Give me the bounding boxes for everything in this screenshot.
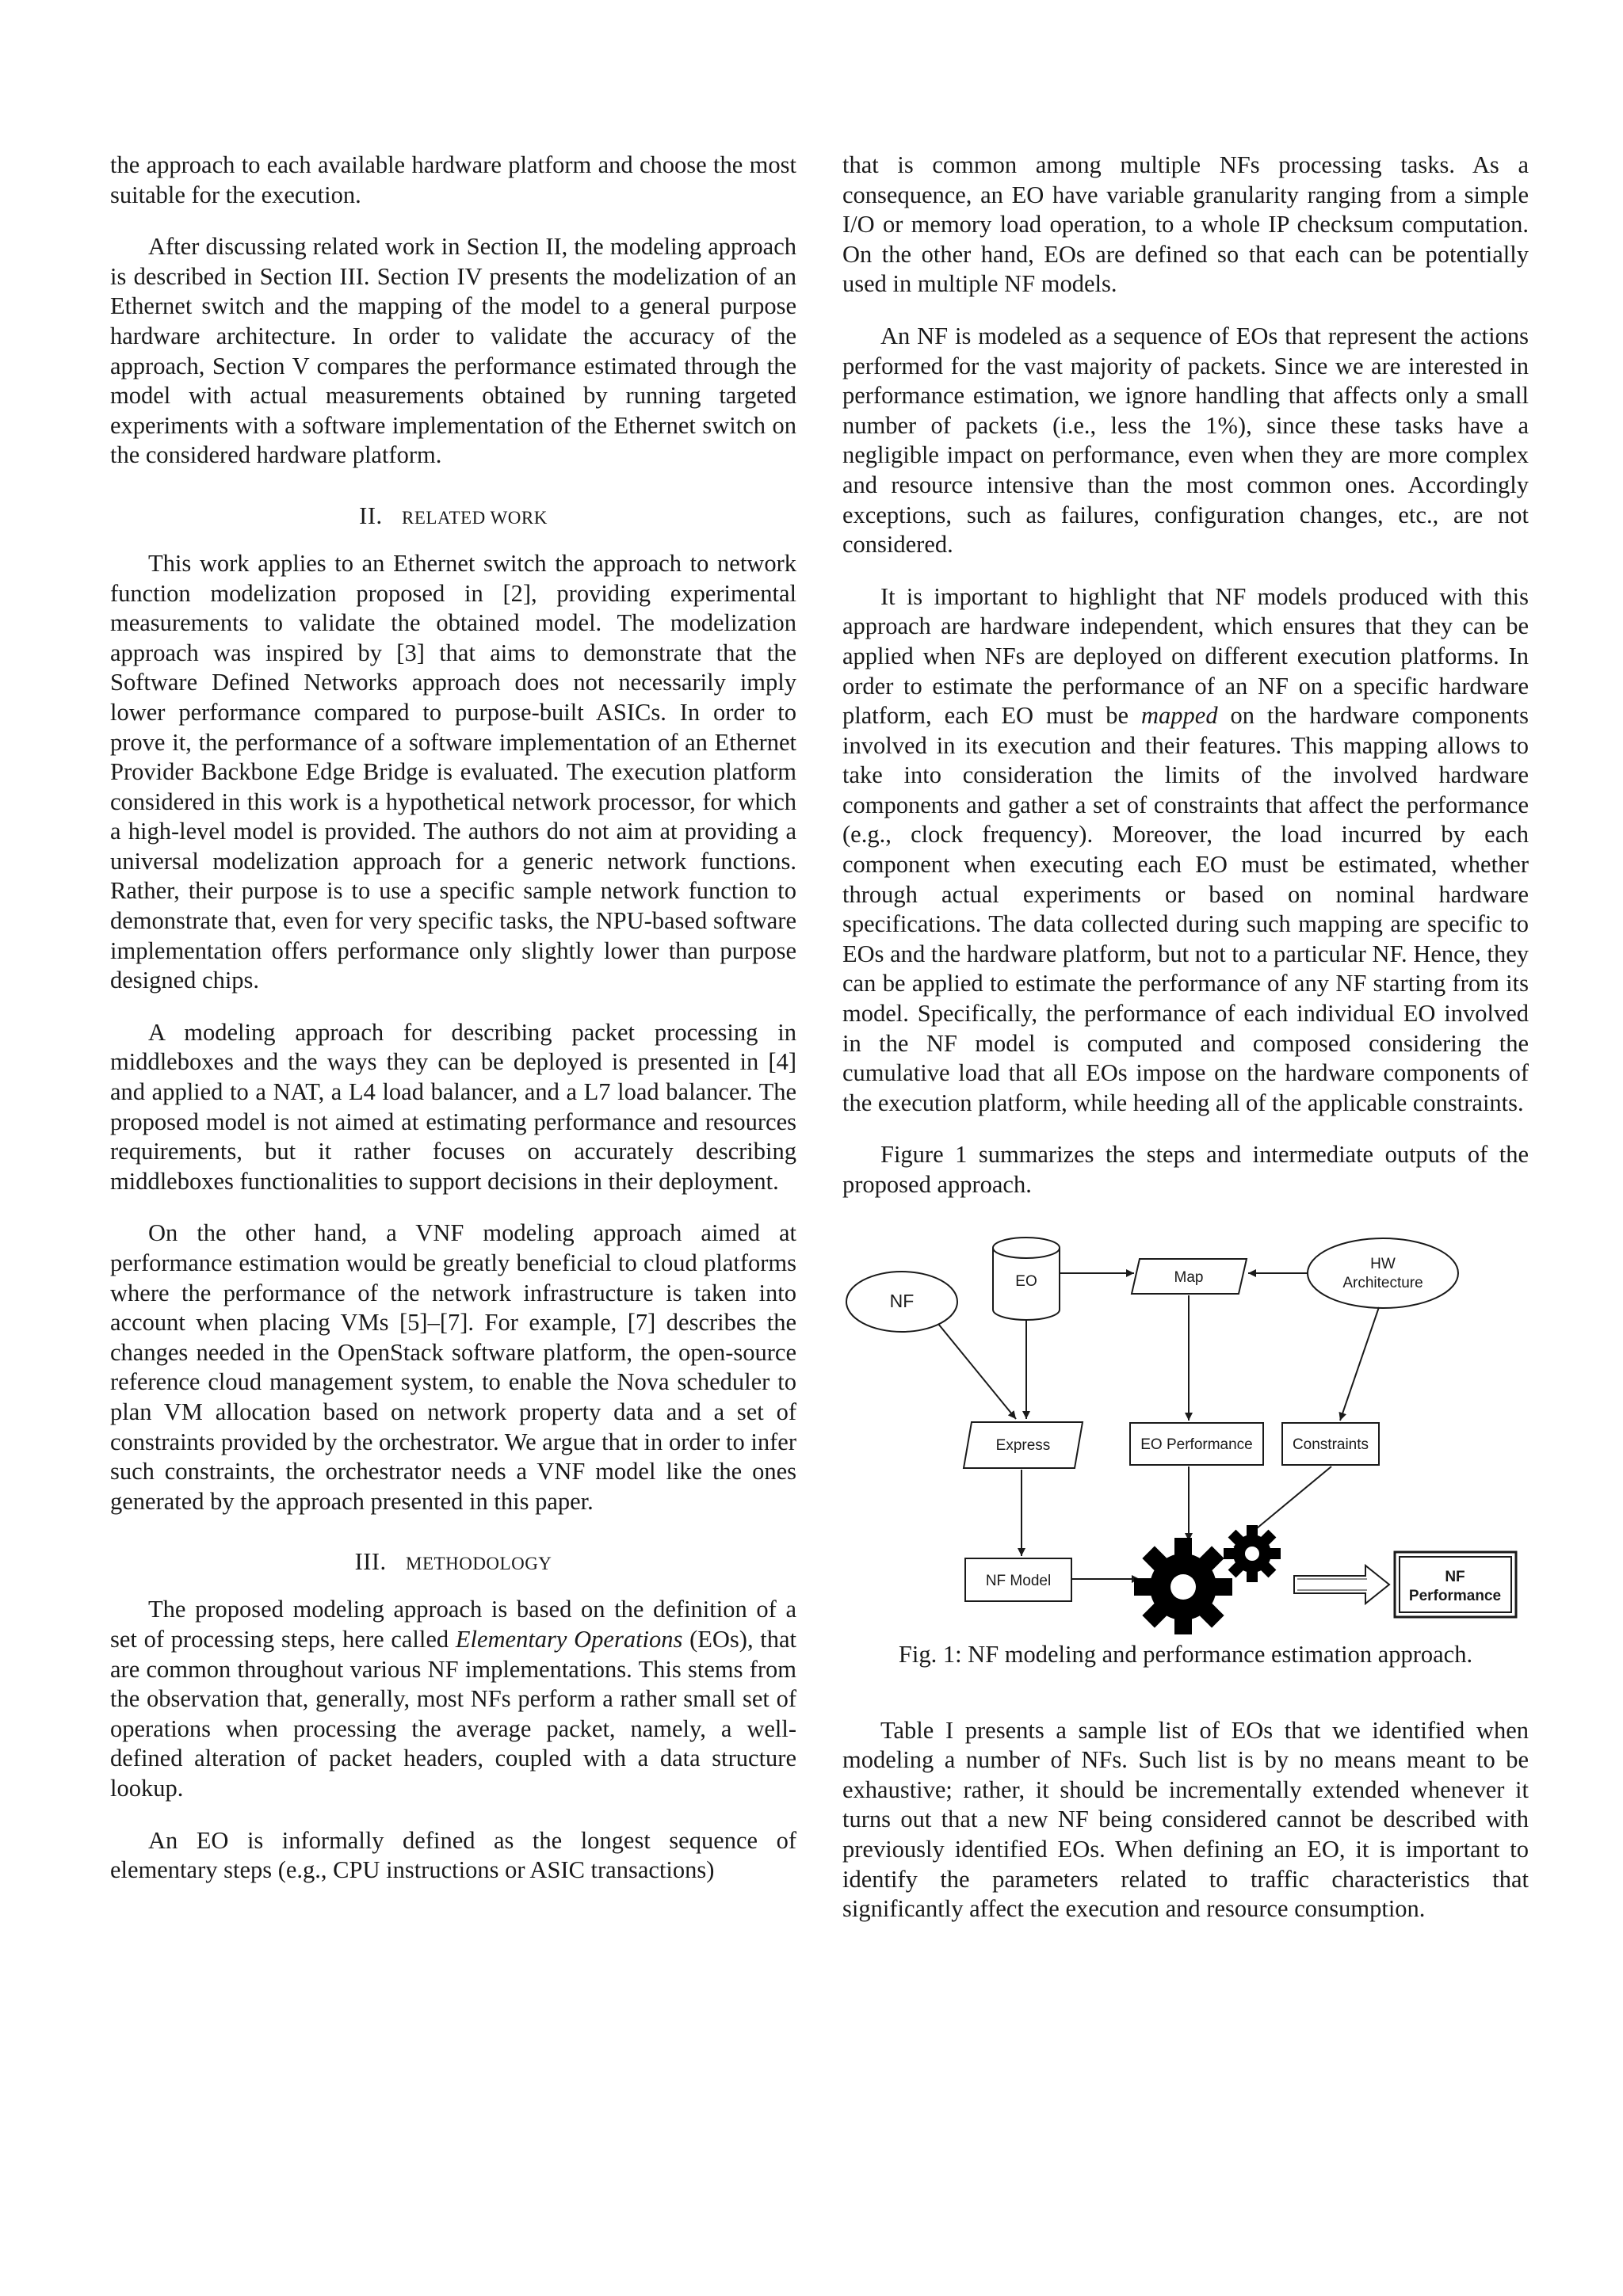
emphasis: Elementary Operations bbox=[455, 1625, 683, 1653]
text-run: The proposed modeling approach is based on the definition of a set of processing steps, here called bbox=[110, 1596, 796, 1653]
paragraph: An EO is informally defined as the longest sequence of elementary steps (e.g., CPU instructions or ASIC transactions) bbox=[110, 1826, 796, 1884]
text-run: (EOs), that are common throughout various NF implementations. This stems from the observation that, generally, most NFs perform a rather small set of operations when processing the average packet, namely, a well-defined alteration of packet headers, coupled with a data structure lookup. bbox=[110, 1625, 797, 1802]
map-label: Map bbox=[1174, 1268, 1204, 1286]
gear-icon bbox=[1224, 1525, 1281, 1582]
text-run: on the hardware components involved in its execution and their features. This mapping allows to take into consideration the limits of the involved hardware components and gather a set of constraints that affect the performance (e.g., clock frequency). Moreover, the load incurred by each component when executing each EO must be estimated, whether through actual experiments or based on nominal hardware specifications. The data collected during such mapping are specific to EOs and the hardware platform, but not to a particular NF. Hence, they can be applied to estimate the performance of any NF starting from its model. Specifically, the performance of each individual EO involved in the NF model is computed and composed considering the cumulative load that all EOs impose on the hardware components of the execution platform, while heeding all of the applicable constraints. bbox=[842, 702, 1529, 1116]
paragraph: the approach to each available hardware platform and choose the most suitable for the execution. bbox=[110, 151, 796, 208]
paragraph: After discussing related work in Section II, the modeling approach is described in Section III. Section IV presents the modelization of an Ethernet switch and the mapping of the model to a general purpose hardware architecture. In order to validate the accuracy of the approach, Section V compares the performance estimated through the model with actual measurements obtained by running targeted experiments with a software implementation of the Ethernet switch on the considered hardware platform. bbox=[110, 233, 796, 469]
flow-diagram bbox=[842, 1222, 1529, 1634]
hw-architecture-node bbox=[1308, 1238, 1458, 1308]
paragraph bbox=[110, 1595, 796, 1803]
arrow bbox=[1340, 1307, 1379, 1421]
nf-model-label: NF Model bbox=[985, 1572, 1052, 1589]
section-title: RELATED WORK bbox=[402, 507, 548, 528]
section-number: II. bbox=[359, 502, 383, 529]
paragraph: An NF is modeled as a sequence of EOs that represent the actions performed for the vast majority of packets. Since we are interested in performance estimation, we ignore handling that affects only a small number of packets (i.e., less the 1%), since these tasks have a negligible impact on performance, even when they are more complex and resource intensive than the most common ones. Accordingly exceptions, such as failures, configuration changes, etc., are not considered. bbox=[842, 322, 1529, 559]
left-column bbox=[110, 151, 796, 1908]
section-title: METHODOLOGY bbox=[406, 1554, 552, 1574]
constraints-label: Constraints bbox=[1292, 1436, 1369, 1453]
architecture-label: Architecture bbox=[1342, 1274, 1423, 1291]
nf-performance-label: NF bbox=[1445, 1568, 1465, 1585]
paragraph: Table I presents a sample list of EOs that we identified when modeling a number of NFs. Such list is by no means meant to be exhaustive; rather, it should be incrementally extended whenever it turns out that a new NF being considered cannot be described with previously identified EOs. When defining an EO, it is important to identify the parameters related to traffic characteristics that significantly affect the execution and resource consumption. bbox=[842, 1716, 1529, 1923]
eo-performance-label: EO Performance bbox=[1140, 1436, 1253, 1453]
nf-label: NF bbox=[889, 1290, 915, 1311]
paragraph: On the other hand, a VNF modeling approach aimed at performance estimation would be greatly beneficial to cloud platforms where the performance of the network infrastructure is taken into account when placing VMs [5]–[7]. For example, [7] describes the changes needed in the OpenStack software platform, the open-source reference cloud management system, to enable the Nova scheduler to plan VM allocation based on network property data and a set of constraints provided by the orchestrator. We argue that in order to infer such constraints, the orchestrator needs a VNF model like the ones generated by the approach presented in this paper. bbox=[110, 1219, 796, 1515]
emphasis: mapped bbox=[1141, 702, 1218, 730]
express-label: Express bbox=[995, 1436, 1051, 1454]
paragraph: that is common among multiple NFs processing tasks. As a consequence, an EO have variable granularity ranging from a simple I/O or memory load operation, to a whole IP checksum computation. On the other hand, EOs are defined so that each can be potentially used in multiple NF models. bbox=[842, 151, 1529, 298]
section-number: III. bbox=[354, 1548, 387, 1576]
section-heading-methodology bbox=[110, 1548, 796, 1576]
right-column bbox=[842, 151, 1529, 1947]
paragraph: Figure 1 summarizes the steps and intermediate outputs of the proposed approach. bbox=[842, 1141, 1529, 1198]
gear-icon bbox=[1134, 1538, 1232, 1634]
text-run: It is important to highlight that NF models produced with this approach are hardware independent, which ensures that they can be applied when NFs are deployed on different execution platforms. In order to estimate the performance of an NF on a specific hardware platform, each EO must be bbox=[842, 582, 1529, 730]
paragraph: This work applies to an Ethernet switch the approach to network function modelization proposed in [2], providing experimental measurements to validate the obtained model. The modelization approach was inspired by [3] that aims to demonstrate that the Software Defined Networks approach does not necessarily imply lower performance compared to purpose-built ASICs. In order to prove it, the performance of a software implementation of an Ethernet Provider Backbone Edge Bridge is evaluated. The execution platform considered in this work is a hypothetical network processor, for which a high-level model is provided. The authors do not aim at providing a universal modelization approach for a generic network functions. Rather, their purpose is to use a specific sample network function to demonstrate that, even for very specific tasks, the NPU-based software implementation offers performance only slightly lower than purpose designed chips. bbox=[110, 549, 796, 994]
outline-arrow bbox=[1294, 1566, 1389, 1604]
eo-label: EO bbox=[1015, 1272, 1037, 1290]
figure-1 bbox=[842, 1222, 1529, 1634]
paragraph bbox=[842, 582, 1529, 1119]
arrow bbox=[938, 1324, 1016, 1419]
performance-label: Performance bbox=[1408, 1587, 1502, 1604]
section-heading-related-work bbox=[110, 502, 796, 530]
figure-caption: Fig. 1: NF modeling and performance estimation approach. bbox=[898, 1640, 1473, 1668]
hw-label: HW bbox=[1370, 1255, 1396, 1272]
paragraph: A modeling approach for describing packet processing in middleboxes and the ways they can be deployed is presented in [4] and applied to a NAT, a L4 load balancer, and a L7 load balancer. The proposed model is not aimed at estimating performance and resources requirements, but it rather focuses on accurately describing middleboxes functionalities to support decisions in their deployment. bbox=[110, 1018, 796, 1195]
